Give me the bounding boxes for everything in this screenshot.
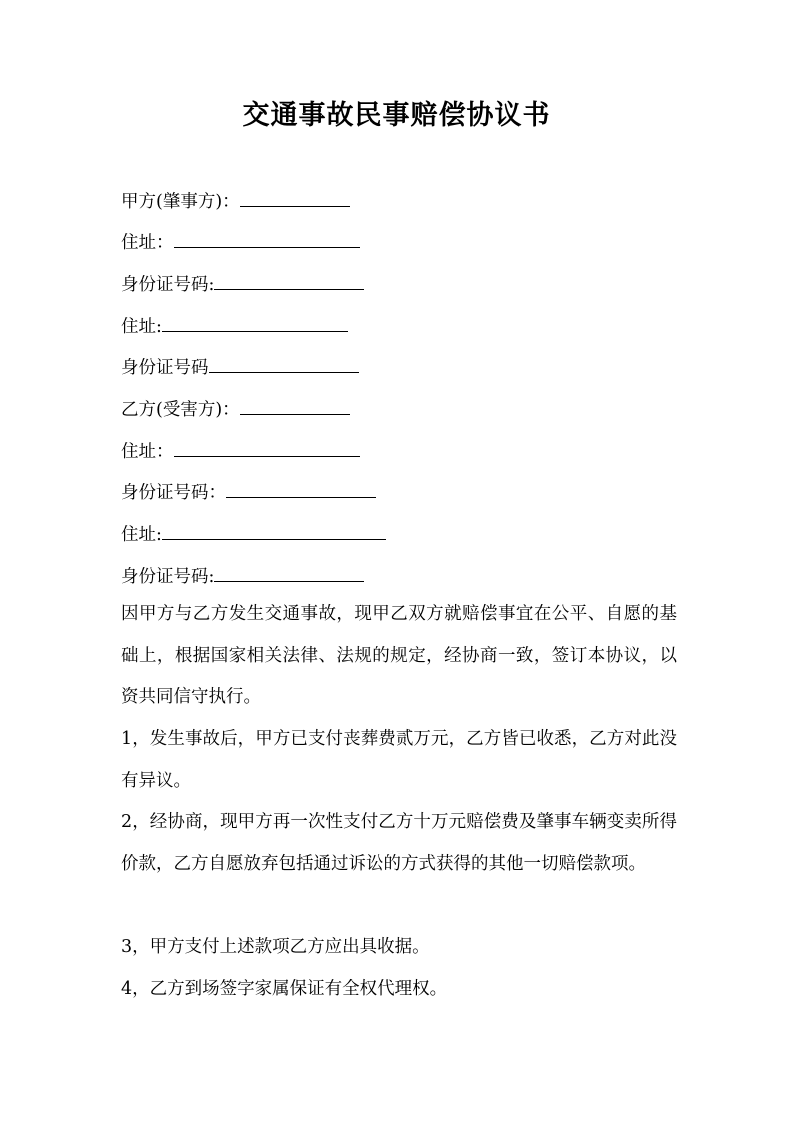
field-label: 住址： bbox=[121, 442, 174, 462]
field-label: 身份证号码： bbox=[121, 483, 226, 503]
fill-blank[interactable] bbox=[162, 523, 386, 540]
clause-1: 1，发生事故后，甲方已支付丧葬费贰万元，乙方皆已收悉，乙方对此没有异议。 bbox=[121, 729, 677, 791]
fill-blank[interactable] bbox=[162, 315, 348, 332]
document-title: 交通事故民事赔偿协议书 bbox=[242, 100, 551, 131]
clause-4: 4，乙方到场签字家属保证有全权代理权。 bbox=[121, 979, 448, 999]
fill-blank[interactable] bbox=[240, 190, 350, 207]
intro-paragraph: 因甲方与乙方发生交通事故，现甲乙双方就赔偿事宜在公平、自愿的基础上，根据国家相关法律、法规的规定，经协商一致，签订本协议，以资共同信守执行。 bbox=[121, 604, 677, 708]
fill-blank[interactable] bbox=[214, 565, 364, 582]
fill-blank[interactable] bbox=[209, 356, 359, 373]
field-label: 住址: bbox=[121, 525, 162, 545]
field-label: 乙方(受害方)： bbox=[121, 400, 240, 420]
field-label: 住址: bbox=[121, 317, 162, 337]
clause-3: 3，甲方支付上述款项乙方应出具收据。 bbox=[121, 937, 430, 957]
party-a-address-field bbox=[121, 231, 360, 255]
party-a-field bbox=[121, 190, 350, 214]
address-field-2 bbox=[121, 315, 348, 339]
field-label: 住址： bbox=[121, 233, 174, 253]
field-label: 身份证号码: bbox=[121, 275, 215, 295]
party-b-id-field bbox=[121, 481, 376, 505]
field-label: 身份证号码 bbox=[121, 358, 209, 378]
field-label: 甲方(肇事方)： bbox=[121, 192, 240, 212]
field-label: 身份证号码: bbox=[121, 567, 215, 587]
fill-blank[interactable] bbox=[174, 231, 360, 248]
clause-2: 2，经协商，现甲方再一次性支付乙方十万元赔偿费及肇事车辆变卖所得价款，乙方自愿放弃包括通过诉讼的方式获得的其他一切赔偿款项。 bbox=[121, 812, 677, 874]
id-field-2 bbox=[121, 356, 359, 380]
fill-blank[interactable] bbox=[174, 440, 360, 457]
party-b-field bbox=[121, 398, 350, 422]
address-field-4 bbox=[121, 523, 386, 547]
id-field-4 bbox=[121, 565, 364, 589]
party-b-address-field bbox=[121, 440, 360, 464]
fill-blank[interactable] bbox=[226, 481, 376, 498]
fill-blank[interactable] bbox=[214, 273, 364, 290]
fill-blank[interactable] bbox=[240, 398, 350, 415]
party-a-id-field bbox=[121, 273, 364, 297]
